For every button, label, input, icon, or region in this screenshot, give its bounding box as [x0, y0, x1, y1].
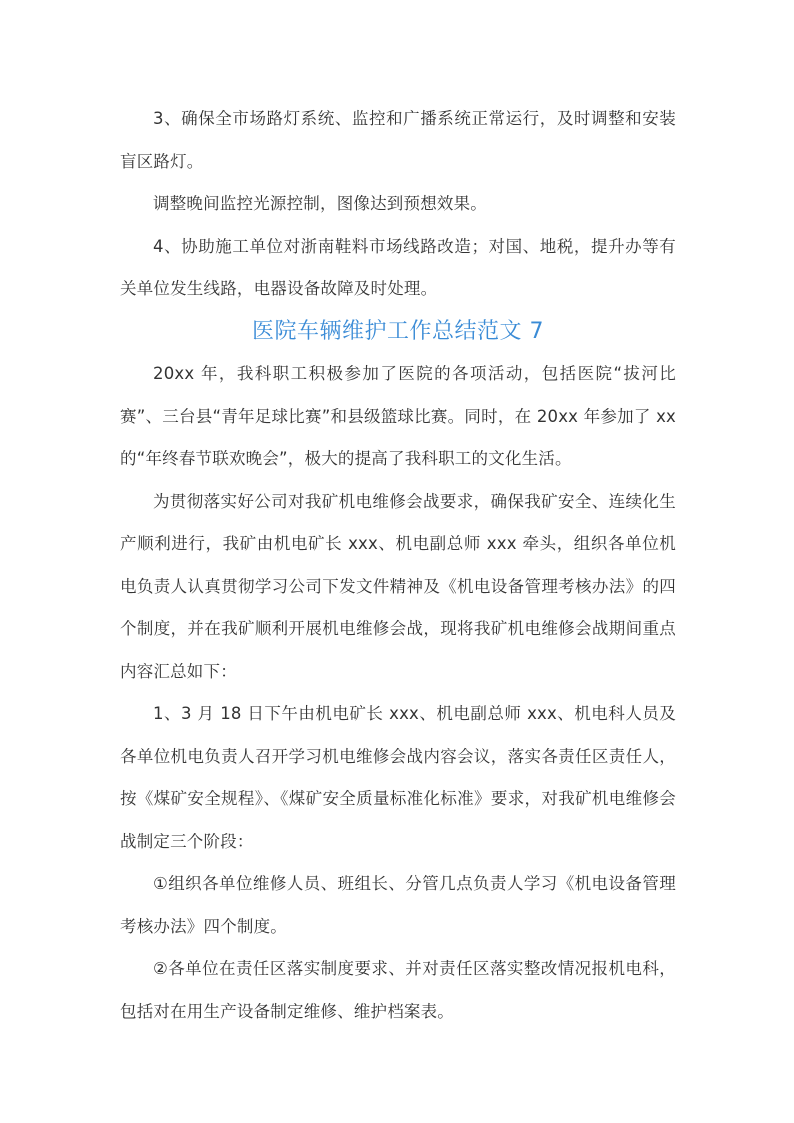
paragraph: 4、协助施工单位对浙南鞋料市场线路改造；对国、地税，提升办等有关单位发生线路，电器设备故障及时处理。 [120, 236, 676, 298]
paragraph: 为贯彻落实好公司对我矿机电维修会战要求，确保我矿安全、连续化生产顺利进行，我矿由机电矿长 xxx、机电副总师 xxx 牵头，组织各单位机电负责人认真贯彻学习公司下发文件精神及《机电设备管理考核办法》的四个制度，并在我矿顺利开展机电维修会战，现将我矿机电维修会战期间重点内容汇总如下： [120, 491, 676, 681]
document-body [120, 98, 676, 1033]
paragraph: 1、3 月 18 日下午由机电矿长 xxx、机电副总师 xxx、机电科人员及各单位机电负责人召开学习机电维修会战内容会议，落实各责任区责任人，按《煤矿安全规程》、《煤矿安全质量标准化标准》要求，对我矿机电维修会战制定三个阶段： [120, 704, 676, 851]
section-heading: 医院车辆维护工作总结范文 7 [252, 318, 544, 344]
paragraph: 3、确保全市场路灯系统、监控和广播系统正常运行，及时调整和安装盲区路灯。 [120, 109, 676, 171]
paragraph: 调整晚间监控光源控制，图像达到预想效果。 [153, 194, 487, 213]
paragraph: ①组织各单位维修人员、班组长、分管几点负责人学习《机电设备管理考核办法》四个制度。 [120, 874, 676, 936]
paragraph: 20xx 年，我科职工积极参加了医院的各项活动，包括医院“拔河比赛”、三台县“青年足球比赛”和县级篮球比赛。同时，在 20xx 年参加了 xx 的“年终春节联欢晚会”，极大的提高了我科职工的文化生活。 [120, 364, 676, 468]
paragraph: ②各单位在责任区落实制度要求、并对责任区落实整改情况报机电科，包括对在用生产设备制定维修、维护档案表。 [120, 959, 676, 1021]
